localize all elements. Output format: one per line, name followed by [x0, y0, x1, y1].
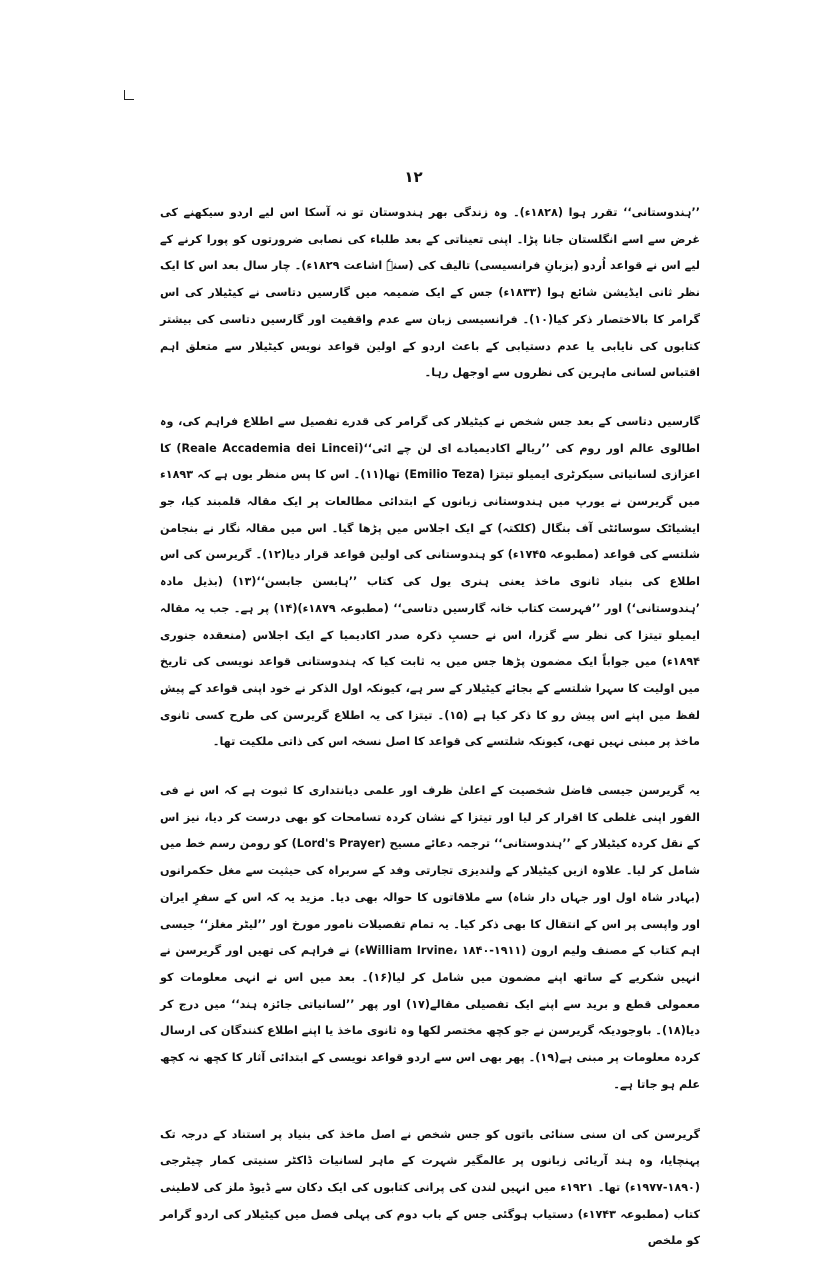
paragraph-1: ’’ہندوستانی‘‘ تقرر ہوا (۱۸۲۸ء)۔ وہ زندگی بھر ہندوستان تو نہ آسکا اس لیے اردو سیکھنے کی غرض سے اسے انگلستان جانا پڑا۔ اپنی تعیناتی کے بعد طلباء کی نصابی ضرورتوں کو پورا کرنے کے لیے اس نے قواعد اُردو (بزبانِ فرانسیسی) تالیف کی (سنہٗ اشاعت ۱۸۲۹ء)۔ چار سال بعد اس کا ایک نظر ثانی ایڈیشن شائع ہوا (۱۸۳۳ء) جس کے ایک ضمیمہ میں گارسیں دتاسی نے کیٹیلار کی اس گرامر کا بالاختصار ذکر کیا(۱۰)۔ فرانسیسی زبان سے عدم واقفیت اور گارسیں دتاسی کی بیشتر کتابوں کی نایابی یا عدم دستیابی کے باعث اردو کے اولین قواعد نویس کیٹیلار سے متعلق اہم اقتباس لسانی ماہرین کی نظروں سے اوجھل رہا۔	[160, 206, 700, 380]
paragraph-4: گریرسن کی ان سنی سنائی باتوں کو جس شخص نے اصل ماخذ کی بنیاد پر استناد کے درجہ تک پہنچایا، وہ ہند آریائی زبانوں پر عالمگیر شہرت کے ماہر لسانیات ڈاکٹر سنیتی کمار چیٹرجی (۱۸۹۰-۱۹۷۷ء) تھا۔ ۱۹۲۱ء میں انہیں لندن کی پرانی کتابوں کی ایک دکان سے ڈیوڈ ملز کی لاطینی کتاب (مطبوعہ ۱۷۴۳ء) دستیاب ہوگئی جس کے باب دوم کی پہلی فصل میں کیٹیلار کی اردو گرامر کو ملخص	[160, 1127, 700, 1248]
paragraph-3: یہ گریرسن جیسی فاضل شخصیت کے اعلیٰ ظرف اور علمی دیانتداری کا ثبوت ہے کہ اس نے فی الفور اپنی غلطی کا اقرار کر لیا اور تیتزا کے نشان کردہ تسامحات کو بھی درست کر دیا، نیز اس کے نقل کردہ کیٹیلار کے ’’ہندوستانی‘‘ ترجمہ دعائے مسیح (Lord's Prayer) کو رومن رسم خط میں شامل کر لیا۔ علاوہ ازیں کیٹیلار کے ولندیزی تجارتی وفد کے سربراہ کی حیثیت سے مغل حکمرانوں (بہادر شاہ اول اور جہاں دار شاہ) سے ملاقاتوں کا حوالہ بھی دیا۔ مزید یہ کہ اس کے سفرِ ایران اور واپسی پر اس کے انتقال کا بھی ذکر کیا۔ یہ تمام تفصیلات نامور مورخ اور ’’لیٹر مغلز‘‘ جیسی اہم کتاب کے مصنف ولیم ارون (William Irvine، ۱۸۴۰-۱۹۱۱ء) نے فراہم کی تھیں اور گریرسن نے انہیں شکریے کے ساتھ اپنے مضمون میں شامل کر لیا(۱۶)۔ بعد میں اس نے انہی معلومات کو معمولی قطع و برید سے اپنے ایک تفصیلی مقالے(۱۷) اور پھر ’’لسانیاتی جائزہ ہند‘‘ میں درج کر دیا(۱۸)۔ باوجودیکہ گریرسن نے جو کچھ مختصر لکھا وہ ثانوی ماخذ یا اپنے اطلاع کنندگان کی ارسال کردہ معلومات پر مبنی ہے(۱۹)۔ پھر بھی اس سے اردو قواعد نویسی کے ابتدائی آثار کا کچھ نہ کچھ علم ہو جاتا ہے۔	[160, 784, 701, 1091]
paragraph-2: گارسیں دتاسی کے بعد جس شخص نے کیٹیلار کی گرامر کی قدرے تفصیل سے اطلاع فراہم کی، وہ اطالوی عالم اور روم کی ’’ریالے اکادیمیادے ای لن چے ائی‘‘(Reale Accademia dei Lincei) کا اعزازی لسانیاتی سیکرٹری ایمیلو تیتزا (Emilio Teza) تھا(۱۱)۔ اس کا پس منظر یوں ہے کہ ۱۸۹۳ء میں گریرسن نے یورپ میں ہندوستانی زبانوں کے ابتدائی مطالعات پر ایک مقالہ قلمبند کیا، جو ایشیاٹک سوسائٹی آف بنگال (کلکتہ) کے ایک اجلاس میں پڑھا گیا۔ اس میں مقالہ نگار نے بنجامن شلتسے کی قواعد (مطبوعہ ۱۷۴۵ء) کو ہندوستانی کی اولین قواعد قرار دیا(۱۲)۔ گریرسن کی اس اطلاع کی بنیاد ثانوی ماخذ یعنی ہنری یول کی کتاب ’’ہابسن جابسن‘‘(۱۳) (بذیل مادہ ’ہندوستانی‘) اور ’’فہرست کتاب خانہ گارسیں دتاسی‘‘ (مطبوعہ ۱۸۷۹ء)(۱۴) پر ہے۔ جب یہ مقالہ ایمیلو تیتزا کی نظر سے گزرا، اس نے حسبِ ذکرہ صدر اکادیمیا کے ایک اجلاس (منعقدہ جنوری ۱۸۹۴ء) میں جواباً ایک مضمون پڑھا جس میں یہ ثابت کیا کہ ہندوستانی قواعد نویسی کی تاریخ میں اولیت کا سہرا شلتسے کے بجائے کیٹیلار کے سر ہے، کیونکہ اول الذکر نے خود اپنی قواعد کے پیش لفظ میں اپنے اس پیش رو کا ذکر کیا ہے (۱۵)۔ تیتزا کی یہ اطلاع گریرسن کی طرح کسی ثانوی ماخذ پر مبنی نہیں تھی، کیونکہ شلتسے کی قواعد کا اصل نسخہ اس کی ذاتی ملکیت تھا۔	[160, 414, 700, 749]
body-text	[160, 200, 700, 1277]
corner-crop-mark	[124, 90, 134, 100]
page-number: ۱۲	[404, 168, 423, 186]
